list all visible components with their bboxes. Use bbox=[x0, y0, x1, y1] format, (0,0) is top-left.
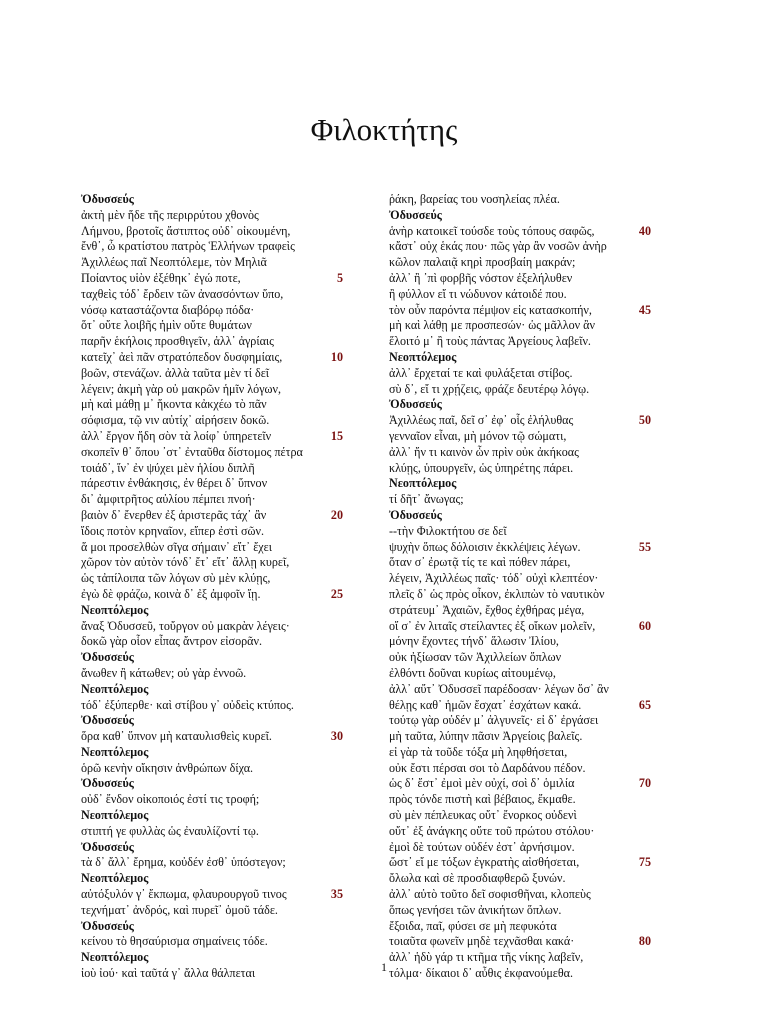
verse-text: θέλῃς καθ᾽ ἡμῶν ἔσχατ᾽ ἐσχάτων κακά. bbox=[389, 697, 582, 712]
verse-line bbox=[81, 224, 343, 240]
verse-line bbox=[81, 413, 343, 429]
verse-line bbox=[389, 524, 651, 540]
speaker-label: Ὀδυσσεύς bbox=[81, 776, 134, 791]
verse-text: ψυχὴν ὅπως δόλοισιν ἐκκλέψεις λέγων. bbox=[389, 539, 581, 554]
line-number: 25 bbox=[330, 586, 343, 601]
verse-line bbox=[389, 271, 651, 287]
line-number: 70 bbox=[638, 776, 651, 791]
verse-text: γενναῖον εἶναι, μὴ μόνον τῷ σώματι, bbox=[389, 428, 567, 443]
speaker-name bbox=[81, 650, 343, 666]
speaker-label: Ὀδυσσεύς bbox=[389, 507, 442, 522]
verse-line bbox=[81, 887, 343, 903]
verse-line bbox=[81, 492, 343, 508]
speaker-label: Ὀδυσσεύς bbox=[389, 397, 442, 412]
verse-line bbox=[81, 824, 343, 840]
verse-line bbox=[81, 540, 343, 556]
speaker-name bbox=[81, 776, 343, 792]
verse-line bbox=[389, 729, 651, 745]
verse-text: τόδ᾽ ἐξύπερθε· καὶ στίβου γ᾽ οὐδεὶς κτύπος. bbox=[81, 697, 294, 712]
verse-line bbox=[81, 397, 343, 413]
speaker-label: Ὀδυσσεύς bbox=[81, 650, 134, 665]
verse-text: οὐκ ἠξίωσαν τῶν Ἀχιλλείων ὅπλων bbox=[389, 650, 562, 665]
verse-text: ὡς δ᾽ ἔστ᾽ ἐμοὶ μὲν οὐχί, σοὶ δ᾽ ὁμιλία bbox=[389, 776, 575, 791]
verse-text: ἀλλ᾽ ἢ ᾽πὶ φορβῆς νόστον ἐξελήλυθεν bbox=[389, 270, 573, 285]
verse-text: λέγειν; ἀκμὴ γὰρ οὐ μακρῶν ἡμῖν λόγων, bbox=[81, 381, 281, 396]
line-number: 35 bbox=[330, 887, 343, 902]
verse-line bbox=[81, 761, 343, 777]
verse-text: τοιαῦτα φωνεῖν μηδὲ τεχνᾶσθαι κακά· bbox=[389, 934, 575, 949]
verse-text: σόφισμα, τῷ νιν αὐτίχ᾽ αἱρήσειν δοκῶ. bbox=[81, 413, 270, 428]
verse-text: οὐκ ἔστι πέρσαι σοι τὸ Δαρδάνου πέδον. bbox=[389, 760, 586, 775]
verse-line bbox=[389, 903, 651, 919]
verse-text: ἅ μοι προσελθὼν σῖγα σήμαιν᾽ εἴτ᾽ ἔχει bbox=[81, 539, 272, 554]
verse-line bbox=[81, 255, 343, 271]
verse-line bbox=[81, 634, 343, 650]
verse-line bbox=[389, 445, 651, 461]
verse-text: ἀλλ᾽ ἔργον ἤδη σὸν τὰ λοίφ᾽ ὑπηρετεῖν bbox=[81, 428, 272, 443]
verse-line bbox=[389, 587, 651, 603]
line-number: 55 bbox=[638, 539, 651, 554]
line-number: 60 bbox=[638, 618, 651, 633]
verse-text: νόσῳ καταστάζοντα διαβόρῳ πόδα· bbox=[81, 302, 255, 317]
verse-text: τί δῆτ᾽ ἄνωγας; bbox=[389, 492, 464, 507]
right-text-column bbox=[389, 192, 651, 982]
verse-line bbox=[81, 208, 343, 224]
verse-text: Ποίαντος υἱὸν ἐξέθηκ᾽ ἐγώ ποτε, bbox=[81, 270, 241, 285]
speaker-name bbox=[81, 682, 343, 698]
verse-line bbox=[389, 366, 651, 382]
left-text-column bbox=[81, 192, 343, 982]
verse-line bbox=[389, 429, 651, 445]
verse-text: κῶλον παλαιᾷ κηρὶ προσβαίη μακράν; bbox=[389, 255, 576, 270]
verse-text: ῥάκη, βαρείας του νοσηλείας πλέα. bbox=[389, 192, 560, 206]
speaker-name bbox=[389, 397, 651, 413]
verse-text: ὄλωλα καὶ σὲ προσδιαφθερῶ ξυνών. bbox=[389, 871, 566, 886]
verse-line bbox=[389, 318, 651, 334]
verse-line bbox=[81, 382, 343, 398]
verse-text: σκοπεῖν θ᾽ ὅπου ᾽στ᾽ ἐνταῦθα δίστομος πέτρα bbox=[81, 444, 303, 459]
verse-text: λέγειν, Ἀχιλλέως παῖς· τόδ᾽ οὐχὶ κλεπτέον· bbox=[389, 571, 599, 586]
speaker-label: Νεοπτόλεμος bbox=[81, 950, 149, 965]
verse-text: πρὸς τόνδε πιστὴ καὶ βέβαιος, ἔκμαθε. bbox=[389, 792, 576, 807]
speaker-name bbox=[389, 208, 651, 224]
verse-line bbox=[389, 682, 651, 698]
verse-line bbox=[81, 303, 343, 319]
verse-text: μὴ ταῦτα, λύπην πᾶσιν Ἀργείοις βαλεῖς. bbox=[389, 729, 583, 744]
speaker-label: Νεοπτόλεμος bbox=[81, 744, 149, 759]
verse-line bbox=[389, 571, 651, 587]
verse-text: κατεῖχ᾽ ἀεὶ πᾶν στρατόπεδον δυσφημίαις, bbox=[81, 349, 283, 364]
verse-line bbox=[389, 555, 651, 571]
line-number: 75 bbox=[638, 855, 651, 870]
verse-text: στιπτή γε φυλλὰς ὡς ἐναυλίζοντί τῳ. bbox=[81, 823, 259, 838]
speaker-name bbox=[81, 713, 343, 729]
page-title: Φιλοκτήτης bbox=[310, 112, 458, 147]
verse-line bbox=[389, 540, 651, 556]
verse-text: Λήμνου, βροτοῖς ἄστιπτος οὐδ᾽ οἰκουμένη, bbox=[81, 223, 291, 238]
verse-text: ἀκτὴ μὲν ἥδε τῆς περιρρύτου χθονὸς bbox=[81, 207, 259, 222]
verse-line bbox=[389, 745, 651, 761]
verse-line bbox=[389, 413, 651, 429]
speaker-name bbox=[81, 840, 343, 856]
line-number: 15 bbox=[330, 428, 343, 443]
verse-line bbox=[389, 855, 651, 871]
verse-text: ἁνὴρ κατοικεῖ τούσδε τοὺς τόπους σαφῶς, bbox=[389, 223, 595, 238]
verse-text: σὺ μὲν πέπλευκας οὔτ᾽ ἔνορκος οὐδενὶ bbox=[389, 808, 577, 823]
line-number: 45 bbox=[638, 302, 651, 317]
verse-text: ἀλλ᾽ ἡδὺ γάρ τι κτῆμα τῆς νίκης λαβεῖν, bbox=[389, 950, 584, 965]
verse-line bbox=[81, 855, 343, 871]
verse-text: οὔτ᾽ ἐξ ἀνάγκης οὔτε τοῦ πρώτου στόλου· bbox=[389, 823, 595, 838]
verse-line bbox=[81, 461, 343, 477]
verse-text: Ἀχιλλέως παῖ Νεοπτόλεμε, τὸν Μηλιᾶ bbox=[81, 255, 267, 270]
verse-line bbox=[389, 871, 651, 887]
verse-text: ἢ φύλλον εἴ τι νώδυνον κάτοιδέ που. bbox=[389, 286, 567, 301]
verse-line bbox=[389, 761, 651, 777]
verse-text: τοιάδ᾽, ἵν᾽ ἐν ψύχει μὲν ἡλίου διπλῆ bbox=[81, 460, 255, 475]
verse-line bbox=[81, 445, 343, 461]
verse-text: --τὴν Φιλοκτήτου σε δεῖ bbox=[389, 523, 507, 538]
verse-text: ὥστ᾽ εἴ με τόξων ἐγκρατὴς αἰσθήσεται, bbox=[389, 855, 580, 870]
verse-text: ἴδοις ποτὸν κρηναῖον, εἴπερ ἐστὶ σῶν. bbox=[81, 523, 264, 538]
speaker-label: Ὀδυσσεύς bbox=[389, 207, 442, 222]
verse-text: ταχθεὶς τόδ᾽ ἔρδειν τῶν ἀνασσόντων ὕπο, bbox=[81, 286, 284, 301]
verse-line bbox=[389, 934, 651, 950]
verse-text: μὴ καὶ μάθῃ μ᾽ ἥκοντα κἀκχέω τὸ πᾶν bbox=[81, 397, 267, 412]
verse-text: ἔνθ᾽, ὦ κρατίστου πατρὸς Ἑλλήνων τραφεὶς bbox=[81, 239, 295, 254]
speaker-name bbox=[81, 871, 343, 887]
verse-text: ἰοὺ ἰού· καὶ ταῦτά γ᾽ ἄλλα θάλπεται bbox=[81, 966, 256, 981]
verse-line bbox=[389, 334, 651, 350]
verse-line bbox=[389, 713, 651, 729]
speaker-name bbox=[81, 808, 343, 824]
verse-text: ὅπως γενήσει τῶν ἀνικήτων ὅπλων. bbox=[389, 902, 562, 917]
speaker-label: Νεοπτόλεμος bbox=[81, 871, 149, 886]
verse-text: πλεῖς δ᾽ ὡς πρὸς οἶκον, ἐκλιπὼν τὸ ναυτικὸν bbox=[389, 586, 605, 601]
speaker-label: Ὀδυσσεύς bbox=[81, 713, 134, 728]
verse-text: στράτευμ᾽ Ἀχαιῶν, ἔχθος ἐχθήρας μέγα, bbox=[389, 602, 585, 617]
verse-text: ἀλλ᾽ αὔτ᾽ Ὀδυσσεῖ παρέδοσαν· λέγων ὅσ᾽ ἂν bbox=[389, 681, 609, 696]
verse-text: δι᾽ ἀμφιτρῆτος αὐλίου πέμπει πνοή· bbox=[81, 492, 256, 507]
verse-line bbox=[81, 476, 343, 492]
verse-text: βοῶν, στενάζων. ἀλλὰ ταῦτα μὲν τί δεῖ bbox=[81, 365, 270, 380]
verse-line bbox=[389, 650, 651, 666]
verse-line bbox=[81, 666, 343, 682]
verse-line bbox=[81, 729, 343, 745]
verse-line bbox=[389, 887, 651, 903]
verse-text: ὡς τἀπίλοιπα τῶν λόγων σὺ μὲν κλύῃς, bbox=[81, 571, 271, 586]
verse-text: τεχνήματ᾽ ἀνδρός, καὶ πυρεῖ᾽ ὁμοῦ τάδε. bbox=[81, 902, 278, 917]
verse-line bbox=[81, 619, 343, 635]
verse-text: ἀλλ᾽ ἤν τι καινὸν ὧν πρὶν οὐκ ἀκήκοας bbox=[389, 444, 579, 459]
speaker-label: Νεοπτόλεμος bbox=[81, 602, 149, 617]
verse-text: κείνου τὸ θησαύρισμα σημαίνεις τόδε. bbox=[81, 934, 268, 949]
line-number: 50 bbox=[638, 413, 651, 428]
speaker-label: Νεοπτόλεμος bbox=[389, 476, 457, 491]
verse-line bbox=[389, 303, 651, 319]
verse-text: παρῆν ἑκήλοις προσθιγεῖν, ἀλλ᾽ ἀγρίαις bbox=[81, 334, 274, 349]
verse-text: ὅτ᾽ οὔτε λοιβῆς ἡμὶν οὔτε θυμάτων bbox=[81, 318, 252, 333]
verse-line bbox=[81, 350, 343, 366]
speaker-name bbox=[389, 350, 651, 366]
verse-text: ἐμοὶ δὲ τούτων οὐδέν ἐστ᾽ ἀρνήσιμον. bbox=[389, 839, 575, 854]
speaker-name bbox=[389, 476, 651, 492]
verse-text: τὸν οὖν παρόντα πέμψον εἰς κατασκοπήν, bbox=[389, 302, 592, 317]
verse-text: σὺ δ᾽, εἴ τι χρῄζεις, φράζε δευτέρῳ λόγῳ. bbox=[389, 381, 590, 396]
line-number: 20 bbox=[330, 507, 343, 522]
verse-line bbox=[389, 824, 651, 840]
verse-line bbox=[81, 524, 343, 540]
speaker-label: Ὀδυσσεύς bbox=[81, 918, 134, 933]
verse-text: οἵ σ᾽ ἐν λιταῖς στείλαντες ἐξ οἴκων μολεῖν, bbox=[389, 618, 596, 633]
verse-line bbox=[389, 382, 651, 398]
verse-text: χῶρον τὸν αὐτὸν τόνδ᾽ ἔτ᾽ εἴτ᾽ ἄλλῃ κυρεῖ, bbox=[81, 555, 290, 570]
speaker-label: Ὀδυσσεύς bbox=[81, 839, 134, 854]
line-number: 65 bbox=[638, 697, 651, 712]
verse-text: ἀλλ᾽ αὐτὸ τοῦτο δεῖ σοφισθῆναι, κλοπεὺς bbox=[389, 887, 591, 902]
verse-text: ἐγὼ δὲ φράζω, κοινὰ δ᾽ ἐξ ἀμφοῖν ἴῃ. bbox=[81, 586, 261, 601]
verse-text: τὰ δ᾽ ἄλλ᾽ ἔρημα, κοὐδέν ἐσθ᾽ ὑπόστεγον; bbox=[81, 855, 286, 870]
verse-line bbox=[81, 903, 343, 919]
verse-text: αὐτόξυλόν γ᾽ ἔκπωμα, φλαυρουργοῦ τινος bbox=[81, 887, 287, 902]
verse-text: Ἀχιλλέως παῖ, δεῖ σ᾽ ἐφ᾽ οἷς ἐλήλυθας bbox=[389, 413, 574, 428]
line-number: 40 bbox=[638, 223, 651, 238]
verse-line bbox=[389, 287, 651, 303]
line-number: 80 bbox=[638, 934, 651, 949]
verse-text: ἕλοιτό μ᾽ ἢ τοὺς πάντας Ἀργείους λαβεῖν. bbox=[389, 334, 591, 349]
verse-line bbox=[389, 492, 651, 508]
speaker-label: Νεοπτόλεμος bbox=[389, 349, 457, 364]
verse-text: τούτῳ γὰρ οὐδέν μ᾽ ἀλγυνεῖς· εἰ δ᾽ ἐργάσει bbox=[389, 713, 599, 728]
verse-line bbox=[81, 508, 343, 524]
verse-line bbox=[389, 840, 651, 856]
verse-line bbox=[81, 571, 343, 587]
line-number: 10 bbox=[330, 349, 343, 364]
verse-text: κἄστ᾽ οὐχ ἑκάς που· πῶς γὰρ ἂν νοσῶν ἀνὴρ bbox=[389, 239, 607, 254]
speaker-name bbox=[81, 603, 343, 619]
verse-line bbox=[81, 366, 343, 382]
verse-text: βαιὸν δ᾽ ἔνερθεν ἐξ ἀριστερᾶς τάχ᾽ ἂν bbox=[81, 507, 267, 522]
verse-line bbox=[389, 919, 651, 935]
verse-line bbox=[81, 334, 343, 350]
verse-text: δοκῶ γὰρ οἷον εἶπας ἄντρον εἰσορᾶν. bbox=[81, 634, 262, 649]
verse-line bbox=[81, 698, 343, 714]
verse-line bbox=[389, 224, 651, 240]
verse-line bbox=[81, 587, 343, 603]
verse-line bbox=[81, 555, 343, 571]
verse-text: ἐλθόντι δοῦναι κυρίως αἰτουμένῳ, bbox=[389, 665, 556, 680]
verse-text: ἄναξ Ὀδυσσεῦ, τοὔργον οὐ μακρὰν λέγεις· bbox=[81, 618, 290, 633]
line-number: 5 bbox=[336, 270, 343, 285]
verse-line bbox=[81, 271, 343, 287]
verse-line bbox=[389, 619, 651, 635]
verse-line bbox=[81, 239, 343, 255]
verse-text: μὴ καὶ λάθῃ με προσπεσών· ὡς μᾶλλον ἂν bbox=[389, 318, 595, 333]
speaker-label: Νεοπτόλεμος bbox=[81, 808, 149, 823]
verse-text: ὅρα καθ᾽ ὕπνον μὴ καταυλισθεὶς κυρεῖ. bbox=[81, 729, 272, 744]
verse-line bbox=[81, 792, 343, 808]
verse-line bbox=[389, 192, 651, 208]
verse-text: ὁρῶ κενὴν οἴκησιν ἀνθρώπων δίχα. bbox=[81, 760, 254, 775]
line-number: 30 bbox=[330, 729, 343, 744]
verse-text: ἀλλ᾽ ἔρχεταί τε καὶ φυλάξεται στίβος. bbox=[389, 365, 573, 380]
verse-line bbox=[389, 634, 651, 650]
speaker-name bbox=[81, 192, 343, 208]
verse-text: ἄνωθεν ἢ κάτωθεν; οὐ γὰρ ἐννοῶ. bbox=[81, 665, 247, 680]
verse-line bbox=[81, 287, 343, 303]
verse-line bbox=[389, 666, 651, 682]
verse-text: οὐδ᾽ ἔνδον οἰκοποιός ἐστί τις τροφή; bbox=[81, 792, 260, 807]
verse-line bbox=[389, 792, 651, 808]
verse-line bbox=[81, 318, 343, 334]
verse-line bbox=[81, 934, 343, 950]
speaker-name bbox=[81, 919, 343, 935]
verse-text: ὅταν σ᾽ ἐρωτᾷ τίς τε καὶ πόθεν πάρει, bbox=[389, 555, 571, 570]
verse-text: ἔξοιδα, παῖ, φύσει σε μὴ πεφυκότα bbox=[389, 918, 557, 933]
verse-text: τόλμα· δίκαιοι δ᾽ αὖθις ἐκφανούμεθα. bbox=[389, 966, 574, 981]
speaker-label: Νεοπτόλεμος bbox=[81, 681, 149, 696]
verse-text: εἰ γὰρ τὰ τοῦδε τόξα μὴ ληφθήσεται, bbox=[389, 744, 568, 759]
verse-line bbox=[389, 255, 651, 271]
verse-line bbox=[389, 461, 651, 477]
verse-line bbox=[81, 429, 343, 445]
page-number: 1 bbox=[381, 960, 387, 974]
verse-text: πάρεστιν ἐνθάκησις, ἐν θέρει δ᾽ ὕπνον bbox=[81, 476, 268, 491]
verse-line bbox=[389, 603, 651, 619]
verse-line bbox=[389, 808, 651, 824]
speaker-name bbox=[389, 508, 651, 524]
verse-line bbox=[389, 239, 651, 255]
verse-line bbox=[389, 776, 651, 792]
speaker-label: Ὀδυσσεύς bbox=[81, 192, 134, 206]
verse-text: μόνην ἔχοντες τήνδ᾽ ἅλωσιν Ἰλίου, bbox=[389, 634, 559, 649]
verse-line bbox=[389, 698, 651, 714]
verse-text: κλύῃς, ὑπουργεῖν, ὡς ὑπηρέτης πάρει. bbox=[389, 460, 574, 475]
speaker-name bbox=[81, 745, 343, 761]
